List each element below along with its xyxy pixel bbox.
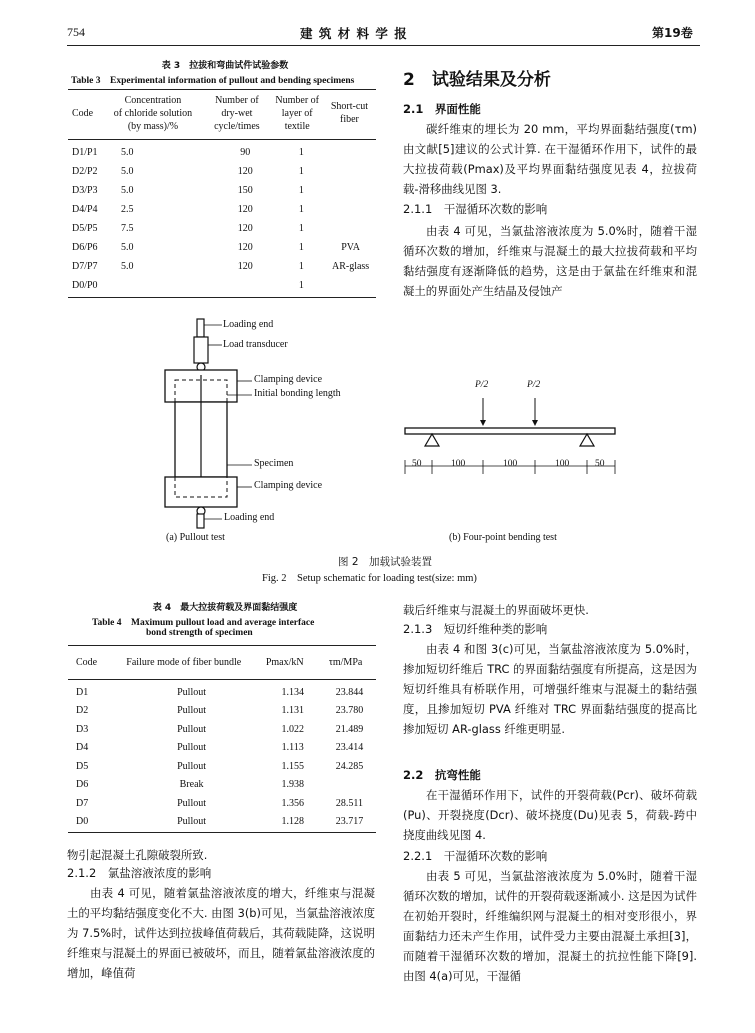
table4-row bbox=[68, 813, 376, 832]
table4-cell: D3 bbox=[76, 723, 89, 735]
table4-header-row bbox=[68, 645, 376, 679]
table3-header-2: Number of dry-wet cycle/times bbox=[214, 94, 260, 132]
table3-row bbox=[68, 200, 376, 219]
table3-caption-en: Table 3 Experimental information of pullout and bending specimens bbox=[71, 76, 355, 86]
section-2-1-paragraph: 碳纤维束的埋长为 20 mm，平均界面黏结强度(τm)由文献[5]建议的公式计算. 在干湿循环作用下，试件的最大拉拔荷载(Pmax)及平均界面黏结强度见表 4，拉拔荷载-滑移曲线见图 3. bbox=[403, 122, 697, 196]
table3-cell bbox=[325, 200, 376, 219]
table3-cell bbox=[325, 276, 376, 295]
table4-cell: D2 bbox=[76, 705, 89, 717]
left-continuation: 物引起混凝土孔隙破裂所致. bbox=[67, 848, 208, 862]
table3-header-rule bbox=[68, 139, 376, 140]
support-left bbox=[425, 434, 439, 446]
bottom-loading-rod bbox=[197, 514, 204, 528]
table3-cell: 1 bbox=[298, 261, 304, 272]
table3-cell: 2.5 bbox=[121, 204, 134, 215]
table3-cell: 5.0 bbox=[121, 147, 134, 158]
table3-row bbox=[68, 143, 376, 162]
table4-row bbox=[68, 683, 376, 702]
section-2-1-1-paragraph: 由表 4 可见，当氯盐溶液浓度为 5.0%时，随着干湿循环次数的增加，纤维束与混凝土的最大拉拔荷载和平均黏结强度有逐渐降低的趋势，这是由于氯盐在纤维束和混凝土的界面处产生结晶及侵蚀产 bbox=[403, 224, 697, 298]
section-2-2-title: 2.2 抗弯性能 bbox=[403, 768, 481, 782]
table4-cell: 1.022 bbox=[281, 723, 304, 735]
table3-cell: AR-glass bbox=[331, 261, 370, 272]
table3-cell: 1 bbox=[298, 242, 304, 253]
table3-row bbox=[68, 276, 376, 295]
table3-cell: 1 bbox=[298, 204, 304, 215]
table3-row bbox=[68, 238, 376, 257]
figure2-sub-a: (a) Pullout test bbox=[166, 532, 225, 543]
journal-title: 建 筑 材 料 学 报 bbox=[300, 26, 408, 41]
table3-cell: D2/P2 bbox=[72, 166, 98, 177]
table3-cell: D4/P4 bbox=[72, 204, 98, 215]
section-2-1-3-title: 2.1.3 短切纤维种类的影响 bbox=[403, 622, 548, 636]
label-loading-end-bottom: Loading end bbox=[224, 512, 275, 523]
table3-cell: 5.0 bbox=[121, 261, 134, 272]
table4-cell: 1.938 bbox=[281, 779, 304, 791]
table4-cell: 28.511 bbox=[335, 797, 364, 809]
table3-cell: 5.0 bbox=[121, 166, 134, 177]
table3-cell: 90 bbox=[240, 147, 251, 158]
support-right bbox=[580, 434, 594, 446]
table4-header-rule bbox=[68, 679, 376, 680]
table3-bottom-rule bbox=[68, 297, 376, 298]
table3-cell: PVA bbox=[341, 242, 360, 253]
table3-cell: 120 bbox=[237, 261, 253, 272]
table4-cell: Pullout bbox=[177, 797, 207, 809]
figure2-sub-b: (b) Four-point bending test bbox=[449, 532, 557, 543]
table4-cell: 1.134 bbox=[281, 686, 304, 698]
table4-row bbox=[68, 702, 376, 721]
table4-header-code: Code bbox=[76, 656, 98, 668]
table4-body bbox=[68, 683, 376, 831]
table4-row bbox=[68, 720, 376, 739]
section-2-2-1-title: 2.2.1 干湿循环次数的影响 bbox=[403, 849, 548, 863]
label-loading-end-top: Loading end bbox=[223, 319, 274, 330]
table4-cell: Pullout bbox=[177, 816, 207, 828]
table3-cell: 7.5 bbox=[121, 223, 134, 234]
table4-cell: 23.414 bbox=[335, 742, 364, 754]
table3-header-1: Concentration of chloride solution (by mass)/% bbox=[113, 94, 193, 132]
table4-cell: 23.844 bbox=[335, 686, 364, 698]
table3-cell bbox=[213, 276, 278, 295]
table4-cell: 1.128 bbox=[281, 816, 304, 828]
table3-cell: 1 bbox=[298, 166, 304, 177]
section-2-title: 2 试验结果及分析 bbox=[403, 70, 551, 90]
table4-cell: Pullout bbox=[177, 723, 207, 735]
label-load-left: P/2 bbox=[475, 380, 489, 390]
table3-cell: 1 bbox=[298, 280, 304, 291]
table3-cell: 1 bbox=[298, 185, 304, 196]
table3-row bbox=[68, 219, 376, 238]
section-2-1-title: 2.1 界面性能 bbox=[403, 102, 481, 116]
table3-cell: 150 bbox=[237, 185, 253, 196]
dim-1: 50 bbox=[412, 459, 422, 469]
table3-cell: D7/P7 bbox=[72, 261, 98, 272]
table4-cell: 1.113 bbox=[281, 742, 304, 754]
section-2-1-3-paragraph: 由表 4 和图 3(c)可见，当氯盐溶液浓度为 5.0%时，掺加短切纤维后 TRC 的界面黏结强度有所提高，这是因为短切纤维具有桥联作用，可增强纤维束与混凝土的黏结强度，且掺加短切 PVA 纤维对 TRC 界面黏结强度的提高比掺加短切 AR-glass 纤维更明显. bbox=[403, 642, 697, 736]
table4-caption-en-2: bond strength of specimen bbox=[146, 628, 253, 638]
table3-header-4: Short-cut fiber bbox=[330, 101, 369, 125]
table3-cell: D6/P6 bbox=[72, 242, 98, 253]
table4-cell: 1.155 bbox=[281, 760, 304, 772]
figure2-caption-en: Fig. 2 Setup schematic for loading test(size: mm) bbox=[262, 573, 477, 584]
table4-row bbox=[68, 794, 376, 813]
table3-cell bbox=[325, 181, 376, 200]
table3-header-row bbox=[68, 89, 376, 137]
table4-cell: D0 bbox=[76, 816, 89, 828]
table4-cell: 1.131 bbox=[281, 705, 304, 717]
label-clamping-device-bottom: Clamping device bbox=[254, 480, 323, 491]
table4-cell bbox=[323, 776, 376, 795]
table4-cell: D6 bbox=[76, 779, 89, 791]
table3-row bbox=[68, 181, 376, 200]
dim-3: 100 bbox=[503, 459, 518, 469]
table3-cell: D1/P1 bbox=[72, 147, 98, 158]
table3-caption-cn: 表 3 拉拔和弯曲试件试验参数 bbox=[161, 61, 289, 71]
dim-2: 100 bbox=[451, 459, 466, 469]
table4-header-tau: τm/MPa bbox=[328, 656, 363, 668]
table3-cell: D0/P0 bbox=[72, 280, 98, 291]
right-continuation: 载后纤维束与混凝土的界面破坏更快. bbox=[403, 603, 589, 617]
table3-cell: D5/P5 bbox=[72, 223, 98, 234]
table3-row bbox=[68, 257, 376, 276]
label-initial-bonding-length: Initial bonding length bbox=[254, 388, 341, 399]
table3-cell bbox=[325, 219, 376, 238]
table4-caption-en-1: Table 4 Maximum pullout load and average interface bbox=[92, 618, 315, 628]
section-2-2-1-paragraph: 由表 5 可见，当氯盐溶液浓度为 5.0%时，随着干湿循环次数的增加，试件的开裂荷载逐渐减小. 这是因为试件在初始开裂时，纤维编织网与混凝土的相对变形很小，界面黏结力还未产生作用，试件受力主要由混凝土承担[3]，而随着干湿循环次数的增加，混凝土的抗拉性能下降[9]. 由图 4(a)可见，干湿循 bbox=[403, 869, 697, 983]
table3-cell: 120 bbox=[237, 166, 253, 177]
table3-cell: 5.0 bbox=[121, 185, 134, 196]
table4-cell: D5 bbox=[76, 760, 89, 772]
figure2-caption-cn: 图 2 加载试验装置 bbox=[338, 556, 433, 568]
table3-row bbox=[68, 162, 376, 181]
table3-cell bbox=[325, 162, 376, 181]
table4-cell: Pullout bbox=[177, 742, 207, 754]
table4-cell: D4 bbox=[76, 742, 89, 754]
table4-row bbox=[68, 739, 376, 758]
header-rule bbox=[67, 45, 700, 46]
label-specimen: Specimen bbox=[254, 458, 294, 469]
table3-header-3: Number of layer of textile bbox=[275, 94, 319, 132]
table4-cell: 24.285 bbox=[335, 760, 364, 772]
load-transducer bbox=[194, 337, 208, 363]
table4-row bbox=[68, 757, 376, 776]
section-2-1-2-title: 2.1.2 氯盐溶液浓度的影响 bbox=[67, 866, 212, 880]
label-clamping-device-top: Clamping device bbox=[254, 374, 323, 385]
table4-cell: Break bbox=[179, 779, 204, 791]
top-loading-rod bbox=[197, 319, 204, 337]
table3-cell: 120 bbox=[237, 242, 253, 253]
table4-cell: D1 bbox=[76, 686, 89, 698]
dim-5: 50 bbox=[595, 459, 605, 469]
table4-header-failure: Failure mode of fiber bundle bbox=[126, 656, 242, 668]
table3-cell: D3/P3 bbox=[72, 185, 98, 196]
table4-cell: 23.717 bbox=[335, 816, 364, 828]
section-2-2-paragraph: 在干湿循环作用下，试件的开裂荷载(Pcr)、破坏荷载(Pu)、开裂挠度(Dcr)、破坏挠度(Du)见表 5，荷载-跨中挠度曲线见图 4. bbox=[403, 788, 697, 842]
table4-header-pmax: Pmax/kN bbox=[265, 656, 304, 668]
label-load-transducer: Load transducer bbox=[223, 339, 288, 350]
table3-header-0: Code bbox=[72, 107, 94, 119]
table4-caption-cn: 表 4 最大拉拔荷载及界面黏结强度 bbox=[152, 603, 298, 613]
table4-cell: Pullout bbox=[177, 686, 207, 698]
bottom-clamp bbox=[165, 477, 237, 507]
table4 bbox=[68, 645, 376, 679]
label-load-right: P/2 bbox=[527, 380, 541, 390]
table3-cell: 5.0 bbox=[121, 242, 134, 253]
table3-cell: 120 bbox=[237, 204, 253, 215]
table3-cell bbox=[325, 143, 376, 162]
table3-cell: 1 bbox=[298, 223, 304, 234]
table3-cell bbox=[107, 276, 213, 295]
beam bbox=[405, 428, 615, 434]
page-number: 754 bbox=[67, 25, 85, 39]
table4-bottom-rule bbox=[68, 832, 376, 833]
table4-cell: D7 bbox=[76, 797, 89, 809]
table4-cell: 23.780 bbox=[335, 705, 364, 717]
dim-4: 100 bbox=[555, 459, 570, 469]
volume-label: 第19卷 bbox=[652, 26, 693, 40]
table3-body bbox=[68, 143, 376, 295]
table4-cell: Pullout bbox=[177, 705, 207, 717]
table4-cell: 21.489 bbox=[335, 723, 364, 735]
table4-cell: 1.356 bbox=[281, 797, 304, 809]
section-2-1-1-title: 2.1.1 干湿循环次数的影响 bbox=[403, 202, 548, 216]
table3-cell: 1 bbox=[298, 147, 304, 158]
table3-cell: 120 bbox=[237, 223, 253, 234]
table4-cell: Pullout bbox=[177, 760, 207, 772]
table4-row bbox=[68, 776, 376, 795]
section-2-1-2-paragraph: 由表 4 可见，随着氯盐溶液浓度的增大，纤维束与混凝土的平均黏结强度变化不大. 由图 3(b)可见，当氯盐溶液浓度为 7.5%时，试件达到拉拔峰值荷载后，其荷载陡降，这说明纤维束与混凝土的界面已被破坏，而且，随着氯盐溶液浓度的增加，峰值荷 bbox=[67, 886, 375, 980]
table3 bbox=[68, 89, 376, 137]
